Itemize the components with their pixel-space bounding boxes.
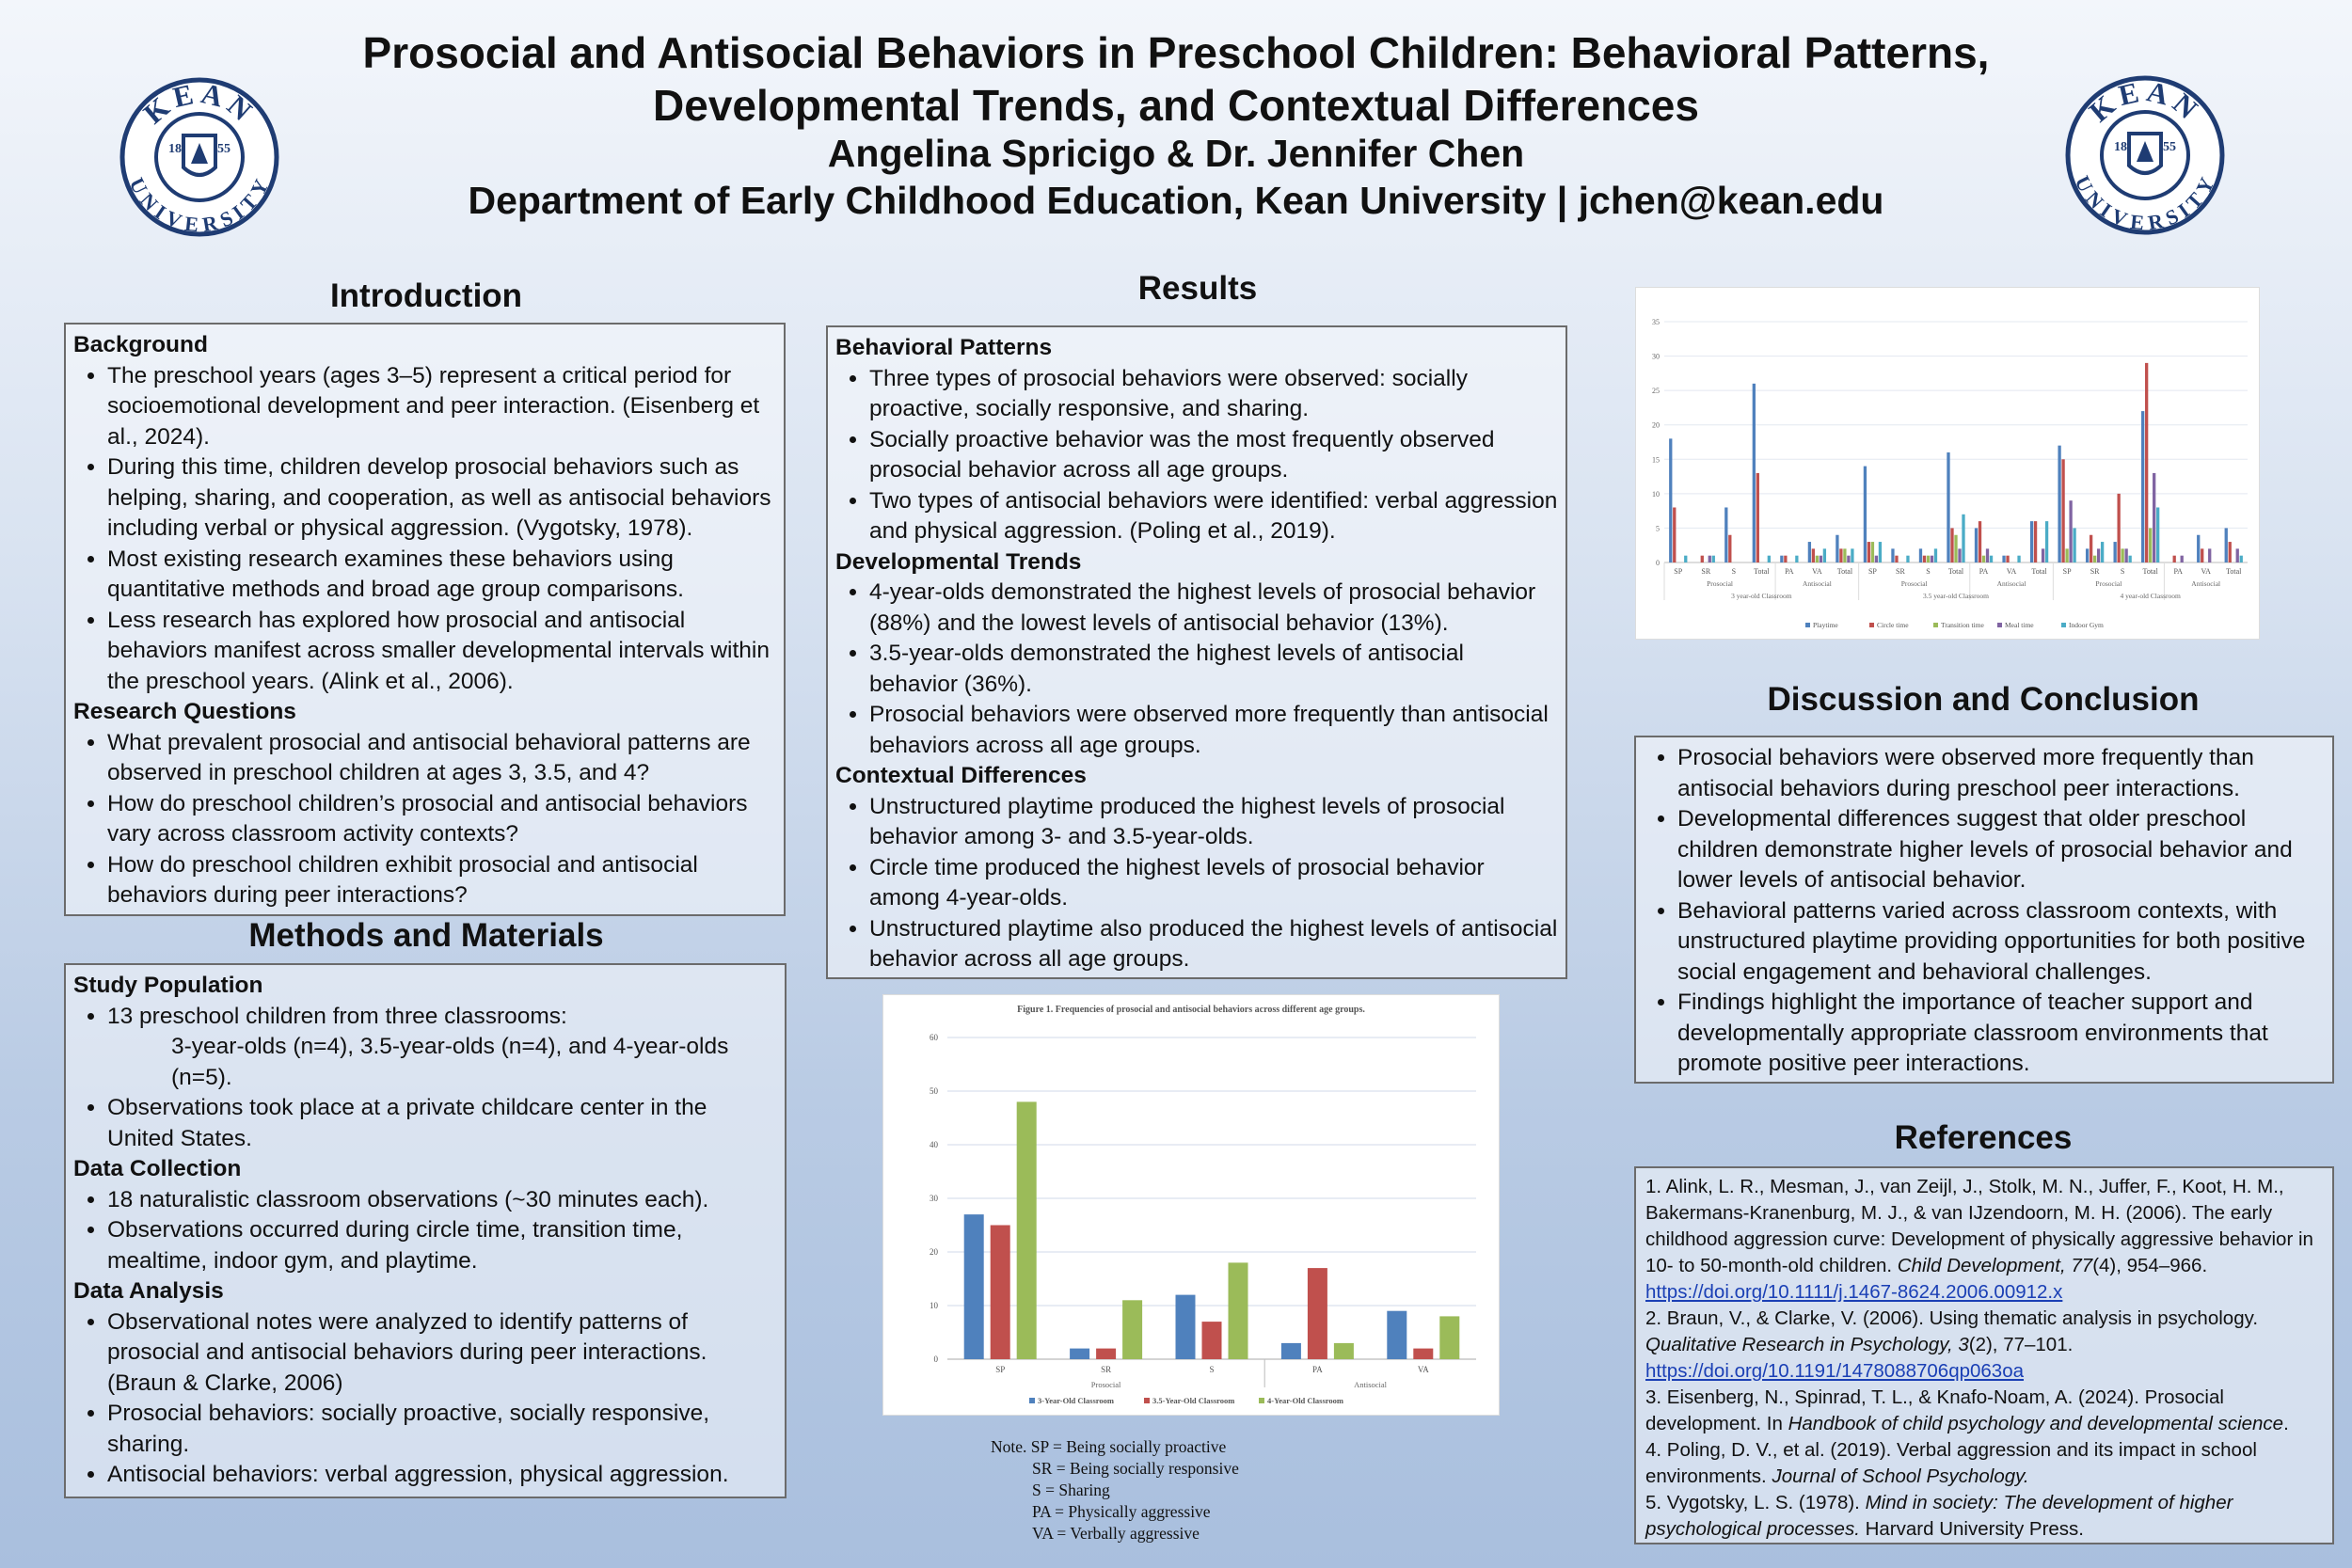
list-item: • Prosocial behaviors were observed more frequently than antisocial behaviors across all age groups.	[869, 700, 1558, 761]
list-item: • Most existing research examines these behaviors using quantitative methods and broad age group comparisons.	[107, 545, 776, 606]
reference-4: 4. Poling, D. V., et al. (2019). Verbal aggression and its impact in school environments. Journal of School Psychology.	[1645, 1439, 2257, 1487]
reference-1: 1. Alink, L. R., Mesman, J., van Zeijl, J., Stolk, M. N., Juffer, F., Koot, H. M., Bakermans-Kranenburg, M. J., & van IJzendoorn, M. H. (2006). The early childhood aggression curve: Development of physically aggressive behavior in 10- to 50-month-old children. Child Development, 77(4), 954–966. https://doi.org/10.1111/j.1467-8624.2006.00912.x	[1645, 1176, 2313, 1303]
list-item: • Antisocial behaviors: verbal aggression, physical aggression.	[107, 1460, 777, 1491]
bar	[1017, 1101, 1037, 1359]
bar	[2181, 556, 2184, 562]
bar	[2121, 548, 2123, 562]
list-item: • Three types of prosocial behaviors were observed: socially proactive, socially responsive, and sharing.	[869, 364, 1558, 425]
subgroup-label: Antisocial	[1996, 579, 2026, 588]
bar	[2065, 548, 2068, 562]
x-tick-label: VA	[2201, 567, 2211, 576]
bar	[1847, 556, 1850, 562]
bar	[2030, 521, 2033, 562]
logo-text-bottom: UNIVERSITY	[2070, 171, 2220, 235]
x-tick-label: SR	[1101, 1365, 1112, 1374]
logo-year-left: 18	[2114, 140, 2127, 154]
kean-seal-logo-left	[119, 77, 279, 237]
x-tick-label: SR	[2090, 567, 2100, 576]
y-tick-label: 50	[930, 1086, 938, 1096]
list-item: • How do preschool children’s prosocial and antisocial behaviors vary across classroom activity contexts?	[107, 789, 776, 850]
introduction-title: Introduction	[329, 277, 523, 314]
y-tick-label: 0	[1656, 559, 1660, 567]
bar	[1816, 556, 1819, 562]
bar	[2097, 548, 2100, 562]
logo-text-top: KEAN	[2082, 75, 2208, 129]
bar	[1923, 556, 1926, 562]
list-item: • Unstructured playtime produced the highest levels of prosocial behavior among 3- and 3.5-year-olds.	[869, 792, 1558, 853]
legend-label: Circle time	[1877, 621, 1909, 629]
list-item: • How do preschool children exhibit prosocial and antisocial behaviors during peer interactions?	[107, 850, 776, 911]
kean-seal-logo-right	[2065, 75, 2225, 235]
note-line: S = Sharing	[1032, 1481, 1110, 1499]
methods-box	[64, 963, 787, 1498]
bar	[1836, 535, 1838, 562]
bar	[1875, 556, 1878, 562]
y-tick-label: 15	[1652, 455, 1660, 465]
bar	[1879, 542, 1882, 562]
bar	[1439, 1316, 1459, 1359]
data-analysis-heading: Data Analysis	[73, 1278, 224, 1304]
bar	[1962, 515, 1964, 562]
bar	[1669, 438, 1672, 562]
list-item: • Observations occurred during circle time, transition time, mealtime, indoor gym, and playtime.	[107, 1215, 777, 1276]
bar	[2006, 556, 2009, 562]
bar	[1673, 507, 1676, 562]
x-tick-label: PA	[2173, 567, 2183, 576]
references-box	[1634, 1166, 2334, 1544]
subgroup-label: Antisocial	[1802, 579, 1832, 588]
behavioral-patterns-list	[835, 364, 1558, 547]
x-tick-label: Total	[2226, 567, 2242, 576]
bar	[2058, 446, 2060, 562]
subgroup-label: Prosocial	[2095, 579, 2122, 588]
logo-year-left: 18	[168, 142, 182, 156]
note-line: SR = Being socially responsive	[1032, 1459, 1239, 1478]
legend-swatch	[1805, 623, 1810, 627]
bar	[1229, 1262, 1248, 1359]
research-questions-heading: Research Questions	[73, 699, 296, 724]
behavioral-patterns-heading: Behavioral Patterns	[835, 335, 1053, 360]
classroom-label: 3 year-old Classroom	[1731, 592, 1792, 600]
classroom-label: 4 year-old Classroom	[2120, 592, 2181, 600]
note-line: VA = Verbally aggressive	[1032, 1524, 1200, 1543]
classroom-label: 3.5 year-old Classroom	[1922, 592, 1990, 600]
bar	[2101, 542, 2104, 562]
bar	[1096, 1349, 1116, 1359]
bar	[1176, 1295, 1196, 1359]
bar	[2156, 507, 2159, 562]
x-tick-label: VA	[1812, 567, 1822, 576]
references-title: References	[1894, 1119, 2073, 1156]
bar	[1906, 556, 1909, 562]
y-tick-label: 20	[930, 1247, 938, 1257]
x-tick-label: PA	[1785, 567, 1794, 576]
bar	[1784, 556, 1787, 562]
poster-title	[282, 26, 2070, 132]
bar	[1768, 556, 1771, 562]
bar	[1795, 556, 1798, 562]
x-tick-label: Total	[1947, 567, 1964, 576]
bar	[2117, 494, 2120, 562]
legend-label: Transition time	[1941, 621, 1984, 629]
figure-1-svg	[883, 995, 1499, 1415]
bar	[2229, 542, 2232, 562]
developmental-trends-list	[835, 578, 1558, 761]
bar	[1975, 528, 1978, 562]
list-item: • What prevalent prosocial and antisocial behavioral patterns are observed in preschool children at ages 3, 3.5, and 4?	[107, 728, 776, 789]
legend-swatch	[2061, 623, 2066, 627]
list-item: • Socially proactive behavior was the most frequently observed prosocial behavior across all age groups.	[869, 425, 1558, 486]
list-item: • Prosocial behaviors: socially proactive, socially responsive, sharing.	[107, 1399, 777, 1460]
bar	[1823, 548, 1826, 562]
x-tick-label: SP	[1867, 567, 1877, 576]
y-tick-label: 35	[1652, 318, 1660, 326]
bar	[2017, 556, 2020, 562]
bar	[1895, 556, 1898, 562]
discussion-box	[1634, 736, 2334, 1084]
bar	[1808, 542, 1811, 562]
list-item: • Two types of antisocial behaviors were identified: verbal aggression and physical aggression. (Poling et al., 2019).	[869, 486, 1558, 547]
bar	[1950, 528, 1953, 562]
y-tick-label: 0	[933, 1354, 938, 1364]
population-line-b: 3-year-olds (n=4), 3.5-year-olds (n=4), and 4-year-olds (n=5).	[171, 1034, 729, 1090]
abbreviation-note	[991, 1436, 1367, 1544]
reference-2-link[interactable]: https://doi.org/10.1191/1478088706qp063oa	[1645, 1360, 2025, 1382]
bar	[2141, 411, 2144, 562]
x-tick-label: SP	[995, 1365, 1006, 1374]
y-tick-label: 40	[930, 1140, 938, 1149]
background-heading: Background	[73, 332, 208, 357]
list-item: • Developmental differences suggest that older preschool children demonstrate higher levels of prosocial behavior and lower levels of antisocial behavior.	[1677, 804, 2325, 896]
bar	[991, 1226, 1010, 1360]
figure-1-chart	[882, 994, 1500, 1416]
bar	[964, 1214, 984, 1359]
bar	[1756, 473, 1759, 562]
population-line-a: 13 preschool children from three classrooms:	[107, 1003, 567, 1029]
y-tick-label: 30	[1652, 352, 1660, 361]
research-questions-list	[73, 728, 776, 911]
x-tick-label: VA	[2006, 567, 2017, 576]
bar	[1927, 556, 1930, 562]
bar	[2073, 528, 2075, 562]
logo-year-right: 55	[217, 142, 230, 156]
list-item: • Behavioral patterns varied across classroom contexts, with unstructured playtime providing opportunities for both positive social engagement and behavioral challenges.	[1677, 896, 2325, 989]
bar	[2153, 473, 2155, 562]
introduction-box	[64, 323, 786, 916]
affiliation: Department of Early Childhood Education, Kean University | jchen@kean.edu	[468, 179, 1884, 222]
bar	[2225, 528, 2228, 562]
group-label: Antisocial	[1354, 1380, 1388, 1389]
bar	[1334, 1343, 1354, 1359]
x-tick-label: Total	[1754, 567, 1770, 576]
x-tick-label: SR	[1701, 567, 1711, 576]
bar	[2061, 459, 2064, 562]
bar	[1122, 1300, 1142, 1359]
list-item: • 18 naturalistic classroom observations (~30 minutes each).	[107, 1185, 777, 1216]
bar	[2240, 556, 2243, 562]
bar	[2045, 521, 2048, 562]
y-tick-label: 10	[930, 1301, 938, 1310]
list-item: • During this time, children develop prosocial behaviors such as helping, sharing, and cooperation, as well as antisocial behaviors including verbal or physical aggression. (Vygotsky, 1978).	[107, 452, 776, 545]
x-tick-label: S	[1926, 567, 1931, 576]
legend-label: Indoor Gym	[2069, 621, 2104, 629]
x-tick-label: Total	[2142, 567, 2158, 576]
subgroup-label: Antisocial	[2191, 579, 2221, 588]
bar	[1712, 556, 1715, 562]
developmental-trends-heading: Developmental Trends	[835, 548, 1082, 575]
logo-text-top: KEAN	[136, 77, 262, 131]
bar	[1947, 452, 1949, 562]
logo-year-right: 55	[2163, 140, 2176, 154]
note-line: PA = Physically aggressive	[1032, 1502, 1211, 1521]
subgroup-label: Prosocial	[1900, 579, 1928, 588]
bar	[2086, 548, 2089, 562]
data-collection-heading: Data Collection	[73, 1156, 242, 1181]
bar	[2197, 535, 2200, 562]
bar	[1979, 521, 1981, 562]
bar	[1812, 548, 1815, 562]
note-line: Note. SP = Being socially proactive	[991, 1437, 1227, 1456]
bar	[1982, 556, 1985, 562]
x-tick-label: PA	[1312, 1365, 1323, 1374]
x-tick-label: SR	[1896, 567, 1905, 576]
legend-label: 3-Year-Old Classroom	[1038, 1396, 1114, 1405]
reference-1-link[interactable]: https://doi.org/10.1111/j.1467-8624.2006.00912.x	[1645, 1281, 2063, 1303]
y-tick-label: 10	[1652, 489, 1660, 499]
legend-swatch	[1029, 1398, 1035, 1403]
legend-swatch	[1869, 623, 1874, 627]
list-item: • Observations took place at a private childcare center in the United States.	[107, 1093, 777, 1154]
bar	[1934, 548, 1937, 562]
study-population-list	[73, 1002, 777, 1155]
bar	[1990, 556, 1993, 562]
context-chart	[1635, 287, 2260, 640]
study-population-heading: Study Population	[73, 973, 263, 998]
authors: Angelina Spricigo & Dr. Jennifer Chen	[827, 132, 1525, 175]
bar	[1308, 1268, 1327, 1359]
bar	[1986, 548, 1989, 562]
legend-label: Meal time	[2005, 621, 2034, 629]
reference-3: 3. Eisenberg, N., Spinrad, T. L., & Knafo-Noam, A. (2024). Prosocial development. In Handbook of child psychology and developmental science.	[1645, 1386, 2289, 1434]
bar	[1753, 384, 1756, 562]
bar	[2173, 556, 2176, 562]
list-item: • 3.5-year-olds demonstrated the highest levels of antisocial behavior (36%).	[869, 639, 1558, 700]
x-tick-label: PA	[1979, 567, 1989, 576]
x-tick-label: Total	[1836, 567, 1853, 576]
bar	[1931, 556, 1933, 562]
results-title: Results	[1137, 270, 1258, 307]
y-tick-label: 60	[930, 1033, 938, 1042]
bar	[2034, 521, 2037, 562]
y-tick-label: 25	[1652, 387, 1660, 396]
list-item: • The preschool years (ages 3–5) represent a critical period for socioemotional development and peer interaction. (Eisenberg et al., 2024).	[107, 361, 776, 453]
y-tick-label: 30	[930, 1194, 938, 1203]
bar	[1070, 1349, 1089, 1359]
legend-swatch	[1144, 1398, 1150, 1403]
bar	[1843, 548, 1846, 562]
reference-2: 2. Braun, V., & Clarke, V. (2006). Using thematic analysis in psychology. Qualitative Research in Psychology, 3(2), 77–101. https://doi.org/10.1191/1478088706qp063oa	[1645, 1307, 2259, 1382]
legend-swatch	[1259, 1398, 1264, 1403]
bar	[2090, 535, 2092, 562]
bar	[1728, 535, 1731, 562]
methods-title: Methods and Materials	[248, 917, 604, 954]
list-item	[107, 1002, 777, 1094]
y-tick-label: 20	[1652, 420, 1660, 430]
list-item: • Findings highlight the importance of teacher support and developmentally appropriate classroom environments that promote positive peer interactions.	[1677, 988, 2325, 1080]
bar	[1413, 1349, 1433, 1359]
bar	[1684, 556, 1687, 562]
x-tick-label: SP	[2062, 567, 2072, 576]
data-collection-list	[73, 1185, 777, 1277]
x-tick-label: S	[2120, 567, 2125, 576]
bar	[2093, 556, 2096, 562]
x-tick-label: S	[1209, 1365, 1215, 1374]
subgroup-label: Prosocial	[1707, 579, 1734, 588]
bar	[1708, 556, 1711, 562]
x-tick-label: SP	[1674, 567, 1683, 576]
legend-label: 4-Year-Old Classroom	[1267, 1396, 1343, 1405]
bar	[1954, 535, 1957, 562]
bar	[2002, 556, 2005, 562]
legend-swatch	[1933, 623, 1938, 627]
bar	[1820, 556, 1822, 562]
bar	[1851, 548, 1853, 562]
results-box	[826, 325, 1567, 979]
bar	[1839, 548, 1842, 562]
title-line-2: Developmental Trends, and Contextual Differences	[653, 81, 1699, 130]
discussion-list	[1644, 743, 2325, 1080]
bar	[2113, 542, 2116, 562]
list-item: • Prosocial behaviors were observed more frequently than antisocial behaviors during preschool peer interactions.	[1677, 743, 2325, 804]
bar	[1202, 1322, 1222, 1359]
bar	[2149, 528, 2152, 562]
bar	[1958, 548, 1961, 562]
x-tick-label: S	[1731, 567, 1737, 576]
bar	[2208, 548, 2211, 562]
legend-label: Playtime	[1813, 621, 1838, 629]
bar	[2201, 548, 2203, 562]
bar	[1864, 467, 1867, 562]
contextual-differences-list	[835, 792, 1558, 975]
legend-swatch	[1997, 623, 2002, 627]
bar	[1701, 556, 1704, 562]
chart-title: Figure 1. Frequencies of prosocial and antisocial behaviors across different age groups.	[1017, 1005, 1365, 1015]
data-analysis-list	[73, 1307, 777, 1491]
list-item: • Observational notes were analyzed to identify patterns of prosocial and antisocial behaviors during peer interactions. (Braun & Clarke, 2006)	[107, 1307, 777, 1400]
bar	[1387, 1311, 1406, 1359]
group-label: Prosocial	[1090, 1380, 1121, 1389]
reference-5: 5. Vygotsky, L. S. (1978). Mind in society: The development of higher psychological processes. Harvard University Press.	[1645, 1492, 2233, 1540]
bar	[1780, 556, 1783, 562]
bar	[2145, 363, 2148, 562]
bar	[1919, 548, 1922, 562]
list-item: • Circle time produced the highest levels of prosocial behavior among 4-year-olds.	[869, 853, 1558, 914]
bar	[2124, 548, 2127, 562]
list-item: • 4-year-olds demonstrated the highest levels of prosocial behavior (88%) and the lowest levels of antisocial behavior (13%).	[869, 578, 1558, 639]
bar	[2236, 548, 2239, 562]
background-list	[73, 361, 776, 698]
bar	[2069, 500, 2072, 562]
list-item: • Unstructured playtime also produced the highest levels of antisocial behavior across all age groups.	[869, 914, 1558, 975]
bar	[1871, 542, 1874, 562]
bar	[1867, 542, 1870, 562]
discussion-title: Discussion and Conclusion	[1767, 681, 2200, 718]
bar	[1724, 507, 1727, 562]
title-line-1: Prosocial and Antisocial Behaviors in Preschool Children: Behavioral Patterns,	[362, 28, 1990, 77]
context-chart-svg	[1636, 288, 2259, 639]
x-tick-label: Total	[2031, 567, 2047, 576]
list-item: • Less research has explored how prosocial and antisocial behaviors manifest across smaller developmental intervals within the preschool years. (Alink et al., 2006).	[107, 606, 776, 698]
bar	[1891, 548, 1894, 562]
contextual-differences-heading: Contextual Differences	[835, 763, 1087, 788]
bar	[1281, 1343, 1301, 1359]
x-tick-label: VA	[1417, 1365, 1429, 1374]
bar	[2128, 556, 2131, 562]
y-tick-label: 5	[1656, 524, 1660, 533]
bar	[2042, 548, 2044, 562]
logo-text-bottom: UNIVERSITY	[124, 173, 275, 237]
legend-label: 3.5-Year-Old Classroom	[1152, 1396, 1235, 1405]
